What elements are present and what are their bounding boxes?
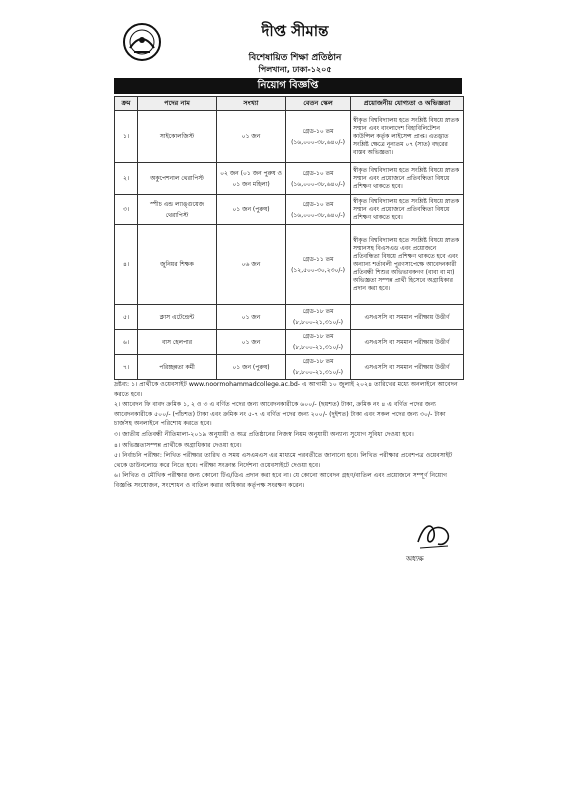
cell-qualification: এসএসসি বা সমমান পরীক্ষায় উত্তীর্ণ (351, 355, 464, 380)
cell-post: অকুপেশনাল থেরাপিস্ট (138, 163, 217, 195)
table-row (115, 111, 464, 163)
cell-qualification: এসএসসি বা সমমান পরীক্ষায় উত্তীর্ণ (351, 330, 464, 355)
cell-scale: গ্রেড-১১ তম (১২,৫০০-৩০,২৩০/-) (286, 225, 351, 305)
col-count: সংখ্যা (217, 97, 286, 111)
recruitment-table (114, 96, 464, 380)
cell-scale: গ্রেড-১৮ তম (৮,৮০০-২১,৩১০/-) (286, 330, 351, 355)
cell-serial: ১। (115, 111, 138, 163)
cell-qualification: স্বীকৃত বিশ্ববিদ্যালয় হতে সংশ্লিষ্ট বিষয়ে স্নাতক সম্মানসহ বিএসএড এবং প্রয়োজনে প্রতিবন্ধিতা বিষয়ে প্রশিক্ষণ থাকতে হবে এবং অন্যান্য শর্তাবলী পুরণসাপেক্ষে আবেদনকারী প্রতিবন্ধী শিশুর অভিভাবকগণ (বাবা বা মা) অভিজ্ঞতা সম্পন্ন প্রার্থী হিসেবে অগ্রাধিকার প্রদান করা হবে। (351, 225, 464, 305)
signatory-title: অধ্যক্ষ (406, 555, 424, 563)
cell-count: ০৬ জন (217, 225, 286, 305)
institution-type: বিশেষায়িত শিক্ষা প্রতিষ্ঠান (248, 53, 342, 63)
table-row (115, 305, 464, 330)
cell-post: বাস হেলপার (138, 330, 217, 355)
col-scale: বেতন স্কেল (286, 97, 351, 111)
cell-scale: গ্রেড-১০ তম (১৬,০০০-৩৮,৬৪০/-) (286, 111, 351, 163)
note-2: ২। আবেদন ফি বাবদ ক্রমিক ১, ২ ও ৩ এ বর্ণিত পদের জন্য আবেদনকারীকে ৬০০/- (ছয়শত) টাকা, ক্রমিক নং ৪ এ বর্ণিত পদের জন্য আবেদনকারীকে ৫০০/- (পাঁচশত) টাকা এবং ক্রমিক নং ৫-৭ এ বর্ণিত পদের জন্য ২০০/- (দুইশত) টাকা এবং সকল পদের জন্য ৩০/- টাকা চার্জসহ অনলাইনে পরিশোধ করতে হবে। (114, 401, 446, 428)
cell-serial: ৪। (115, 225, 138, 305)
institution-emblem-icon (122, 22, 162, 62)
cell-count: ০১ জন (পুরুষ) (217, 355, 286, 380)
cell-post: পরিচ্ছন্নতা কর্মী (138, 355, 217, 380)
cell-qualification: এসএসসি বা সমমান পরীক্ষায় উত্তীর্ণ (351, 305, 464, 330)
cell-count: ০১ জন (217, 330, 286, 355)
signature-mark-icon (414, 518, 454, 552)
cell-scale: গ্রেড-১৮ তম (৮,৮০০-২১,৩১০/-) (286, 355, 351, 380)
col-serial: ক্রম (115, 97, 138, 111)
cell-serial: ৬। (115, 330, 138, 355)
cell-qualification: স্বীকৃত বিশ্ববিদ্যালয় হতে সংশ্লিষ্ট বিষয়ে স্নাতক সম্মান এবং বাংলাদেশ বিহাবিলিটেশন কাউন্সিল কর্তৃক লাইসেন্স প্রাপ্ত। এতদ্ভাত সংশ্লিষ্ট ক্ষেত্রে নূন্যতম ০৭ (সাত) বছরের বাস্তব অভিজ্ঞতা। (351, 111, 464, 163)
col-post: পদের নাম (138, 97, 217, 111)
table-row (115, 355, 464, 380)
col-qualification: প্রয়োজনীয় যোগ্যতা ও অভিজ্ঞতা (351, 97, 464, 111)
cell-count: ০১ জন (217, 305, 286, 330)
cell-serial: ৩। (115, 195, 138, 225)
table-row (115, 330, 464, 355)
cell-scale: গ্রেড-১০ তম (১৬,০০০-৩৮,৬৪০/-) (286, 163, 351, 195)
institution-address: পিলখানা, ঢাকা-১২০৫ (258, 65, 332, 74)
note-1: দ্রষ্টব্য: ১। প্রার্থীকে ওয়েবসাইট www.noormohammadcollege.ac.bd- এ আগামী ১০ জুলাই ২০২৪ তারিখের মধ্যে অনলাইনে আবেদন করতে হবে। (114, 381, 458, 398)
cell-post: জুনিয়র শিক্ষক (138, 225, 217, 305)
cell-scale: গ্রেড-১০ তম (১৬,০০০-৩৮,৬৪০/-) (286, 195, 351, 225)
cell-post: ক্লাস এটেন্ডেন্ট (138, 305, 217, 330)
cell-serial: ২। (115, 163, 138, 195)
notice-banner: নিয়োগ বিজ্ঞপ্তি (114, 78, 462, 94)
cell-serial: ৫। (115, 305, 138, 330)
note-4: ৪। অভিজ্ঞতাসম্পন্ন প্রার্থীকে অগ্রাধিকার দেওয়া হবে। (114, 441, 242, 449)
cell-serial: ৭। (115, 355, 138, 380)
cell-count: ০১ জন (217, 111, 286, 163)
cell-scale: গ্রেড-১৮ তম (৮,৮০০-২১,৩১০/-) (286, 305, 351, 330)
table-row (115, 195, 464, 225)
note-6: ৬। লিখিত ও মৌখিক পরীক্ষার জন্য কোনো টিএ/ডিএ প্রদান করা হবে না। যে কোনো আবেদন গ্রহণ/বাতিল এবং প্রয়োজনে সম্পূর্ণ নিয়োগ বিজ্ঞপ্তি সংযোজন, সংশোধন ও বাতিল করার অধিকার কর্তৃপক্ষ সংরক্ষণ করেন। (114, 472, 448, 489)
cell-post: সাইকোলজিস্ট (138, 111, 217, 163)
cell-count: ০১ জন (পুরুষ) (217, 195, 286, 225)
note-5: ৫। নির্বাচনি পরীক্ষা: লিখিত পরীক্ষার তারিখ ও সময় এসএমএস এর মাধ্যমে পরবর্তীতে জানানো হবে। লিখিত পরীক্ষার প্রবেশপত্র ওয়েবসাইট থেকে ডাউনলোড করে নিতে হবে। পরীক্ষা সংক্রান্ত নির্দেশনা ওয়েবসাইটে দেওয়া হবে। (114, 452, 453, 469)
table-row (115, 225, 464, 305)
cell-count: ০২ জন (০১ জন পুরুষ ও ০১ জন মহিলা) (217, 163, 286, 195)
page-title: দীপ্ত সীমান্ত (261, 22, 329, 40)
cell-post: স্পীচ এন্ড ল্যাঙ্গুয়েজ থেরাপিস্ট (138, 195, 217, 225)
notes-section (114, 380, 464, 492)
note-3: ৩। জাতীয় প্রতিবন্ধী নীতিমালা-২০১৯ অনুযায়ী ও অত্র প্রতিষ্ঠানের নিজস্ব নিয়ম অনুযায়ী অন্যান্য সুযোগ সুবিধা দেওয়া হবে। (114, 430, 414, 438)
cell-qualification: স্বীকৃত বিশ্ববিদ্যালয় হতে সংশ্লিষ্ট বিষয়ে স্নাতক সম্মান এবং প্রয়োজনে প্রতিবন্ধিতা বিষয়ে প্রশিক্ষণ থাকতে হবে। (351, 163, 464, 195)
table-row (115, 163, 464, 195)
cell-qualification: স্বীকৃত বিশ্ববিদ্যালয় হতে সংশ্লিষ্ট বিষয়ে স্নাতক সম্মান এবং প্রয়োজনে প্রতিবন্ধিতা বিষয়ে প্রশিক্ষণ থাকতে হবে। (351, 195, 464, 225)
table-header-row (115, 97, 464, 111)
